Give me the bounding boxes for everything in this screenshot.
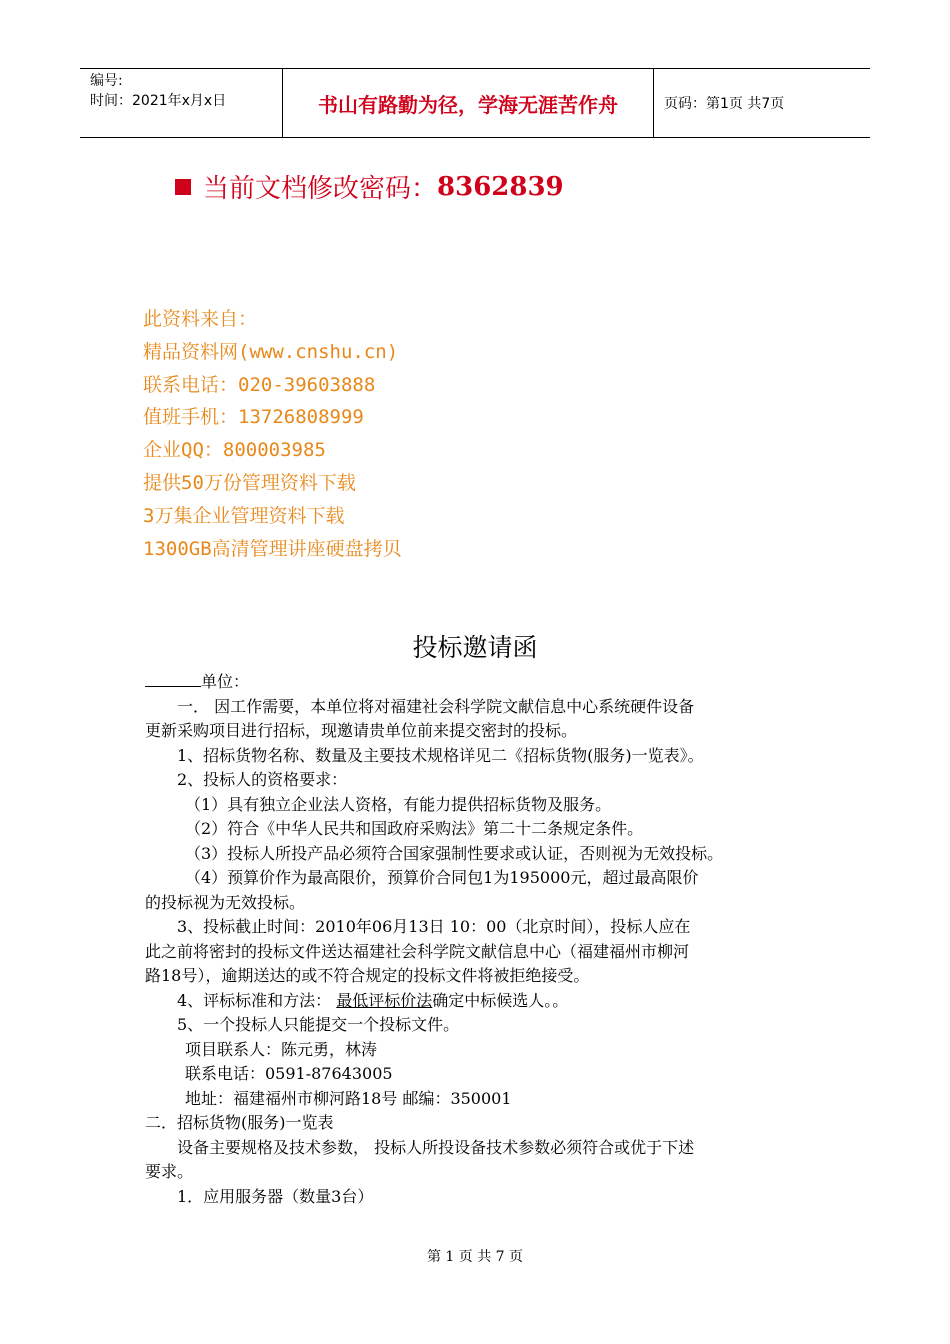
document-body [145, 670, 815, 1209]
list-item: 1、招标货物名称、数量及主要技术规格详见二《招标货物(服务)一览表》。 [177, 745, 704, 765]
list-item: 4、评标标准和方法： 最低评标价法确定中标候选人。。 [177, 990, 569, 1010]
page-footer: 第 1 页 共 7 页 [426, 1249, 524, 1265]
list-item: 2、投标人的资格要求： [177, 770, 348, 789]
contact-person: 项目联系人：陈元勇，林涛 [185, 1039, 378, 1059]
source-info [143, 303, 402, 565]
requirement: 的投标视为无效投标。 [145, 892, 306, 912]
paragraph: 一． 因工作需要，本单位将对福建社会科学院文献信息中心系统硬件设备 [177, 696, 695, 716]
section-heading: 二．招标货物(服务)一览表 [145, 1113, 334, 1132]
password-notice [175, 168, 564, 205]
doc-date: 时间：2021年x月x日 [90, 93, 227, 109]
password-code: 8362839 [437, 171, 564, 202]
paragraph: 设备主要规格及技术参数， 投标人所投设备技术参数必须符合或优于下述 [177, 1137, 695, 1157]
contact-phone: 联系电话：0591-87643005 [185, 1064, 393, 1083]
source-line: 1300GB高清管理讲座硬盘拷贝 [143, 537, 402, 560]
header-motto: 书山有路勤为径，学海无涯苦作舟 [282, 69, 654, 137]
doc-number-label: 编号: [90, 73, 123, 89]
source-line: 联系电话：020-39603888 [143, 373, 376, 396]
list-item: 路18号），逾期送达的或不符合规定的投标文件将被拒绝接受。 [145, 966, 590, 985]
salutation: 单位： [145, 670, 815, 695]
list-item: 5、一个投标人只能提交一个投标文件。 [177, 1015, 460, 1034]
header-table [80, 68, 870, 138]
header-meta [80, 69, 282, 137]
source-line: 企业QQ：800003985 [143, 439, 326, 462]
requirement: （2）符合《中华人民共和国政府采购法》第二十二条规定条件。 [185, 819, 644, 838]
source-line: 精品资料网(www.cnshu.cn) [143, 340, 399, 363]
server-item: 1．应用服务器（数量3台） [177, 1186, 374, 1206]
list-item: 此之前将密封的投标文件送达福建社会科学院文献信息中心（福建福州市柳河 [145, 941, 690, 961]
requirement: （1）具有独立企业法人资格，有能力提供招标货物及服务。 [185, 794, 612, 814]
square-bullet-icon [175, 179, 191, 195]
document-title: 投标邀请函 [412, 633, 538, 662]
address: 地址：福建福州市柳河路18号 邮编：350001 [185, 1088, 512, 1108]
password-label: 当前文档修改密码： [203, 174, 438, 204]
requirement: （4）预算价作为最高限价，预算价合同包1为195000元，超过最高限价 [185, 868, 699, 887]
requirement: （3）投标人所投产品必须符合国家强制性要求或认证，否则视为无效投标。 [185, 843, 724, 863]
source-line: 提供50万份管理资料下载 [143, 471, 356, 494]
source-line: 值班手机：13726808999 [143, 406, 364, 429]
source-line: 此资料来自： [143, 308, 258, 330]
source-line: 3万集企业管理资料下载 [143, 504, 345, 527]
paragraph: 要求。 [145, 1162, 194, 1181]
header-page-info: 页码：第1页 共7页 [664, 96, 785, 112]
paragraph: 更新采购项目进行招标，现邀请贵单位前来提交密封的投标。 [145, 721, 578, 740]
blank-line [145, 672, 201, 687]
evaluation-method: 最低评标价法 [336, 990, 433, 1010]
list-item: 3、投标截止时间：2010年06月13日 10：00（北京时间），投标人应在 [177, 917, 691, 936]
